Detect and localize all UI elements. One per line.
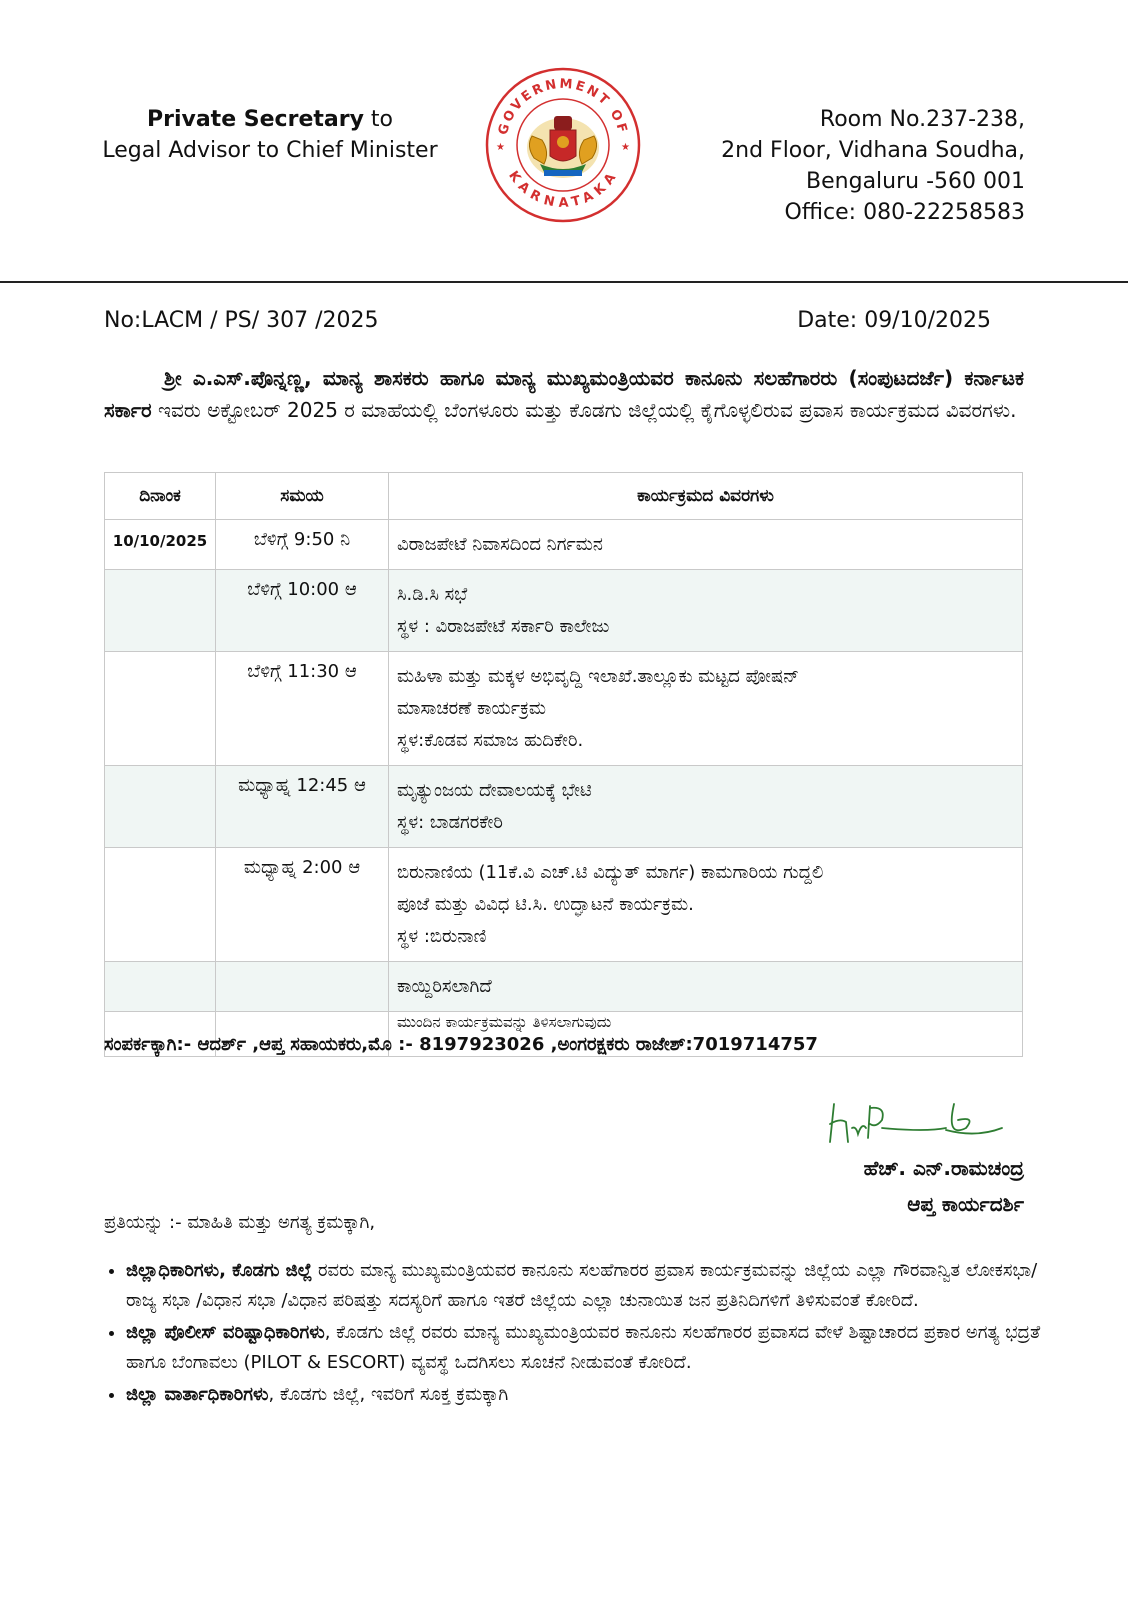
handwritten-signature	[826, 1098, 1006, 1148]
row-date: 10/10/2025	[105, 520, 216, 570]
sender-role-suffix: to	[363, 107, 394, 132]
recipient-text: , ಕೊಡಗು ಜಿಲ್ಲೆ ರವರು ಮಾನ್ಯ ಮುಖ್ಯಮಂತ್ರಿಯವರ ಕಾನೂನು ಸಲಹೆಗಾರರ ಪ್ರವಾಸದ ವೇಳೆ ಶಿಷ್ಟಾಚಾರದ ಪ್ರಕಾರ ಅಗತ್ಯ ಭದ್ರತೆ ಹಾಗೂ ಬೆಂಗಾವಲು (PILOT & ESCORT) ವ್ಯವಸ್ಥೆ ಒದಗಿಸಲು ಸೂಚನೆ ನೀಡುವಂತೆ ಕೋರಿದೆ.	[126, 1322, 1041, 1373]
government-seal-logo	[484, 66, 642, 224]
row-date	[105, 766, 216, 848]
recipient-name: ಜಿಲ್ಲಾ ಪೊಲೀಸ್ ವರಿಷ್ಟಾಧಿಕಾರಿಗಳು	[126, 1322, 325, 1343]
intro-paragraph	[104, 362, 1024, 426]
detail-line: ಸ್ಥಳ: ಬಾಡಗರಕೇರಿ	[397, 812, 503, 833]
sender-title	[100, 104, 440, 166]
office-phone: Office: 080-22258583	[784, 200, 1025, 225]
row-details	[389, 652, 1023, 766]
detail-line: ಕಾಯ್ದಿರಿಸಲಾಗಿದೆ	[397, 976, 492, 997]
row-date	[105, 652, 216, 766]
row-time: ಬೆಳಿಗ್ಗೆ 9:50 ನಿ	[216, 520, 389, 570]
address-line: 2nd Floor, Vidhana Soudha,	[721, 138, 1025, 163]
address-line: Bengaluru -560 001	[806, 169, 1025, 194]
recipient-text: , ಕೊಡಗು ಜಿಲ್ಲೆ, ಇವರಿಗೆ ಸೂಕ್ತ ಕ್ರಮಕ್ಕಾಗಿ	[268, 1384, 509, 1405]
schedule-table	[104, 472, 1023, 1057]
address-line: Room No.237-238,	[819, 107, 1025, 132]
detail-line: ಸಿ.ಡಿ.ಸಿ ಸಭೆ	[397, 584, 468, 605]
detail-line: ವಿರಾಜಪೇಟೆ ನಿವಾಸದಿಂದ ನಿರ್ಗಮನ	[397, 534, 603, 555]
sender-role: Private Secretary	[146, 107, 364, 132]
header-time: ಸಮಯ	[216, 473, 389, 520]
row-time: ಬೆಳಿಗ್ಗೆ 11:30 ಆ	[216, 652, 389, 766]
contact-line: ಸಂಪರ್ಕಕ್ಕಾಗಿ:- ಆದರ್ಶ್ ,ಆಪ್ತ ಸಹಾಯಕರು,ಮೊ :- 8197923026 ,ಅಂಗರಕ್ಷಕರು ರಾಜೇಶ್:7019714757	[104, 1034, 818, 1055]
detail-line: ಸ್ಥಳ:ಕೊಡವ ಸಮಾಜ ಹುದಿಕೇರಿ.	[397, 730, 584, 751]
table-row	[105, 520, 1023, 570]
copy-to-label: ಪ್ರತಿಯನ್ನು :- ಮಾಹಿತಿ ಮತ್ತು ಅಗತ್ಯ ಕ್ರಮಕ್ಕಾಗಿ,	[104, 1212, 376, 1233]
detail-line: ಸ್ಥಳ : ವಿರಾಜಪೇಟೆ ಸರ್ಕಾರಿ ಕಾಲೇಜು	[397, 616, 610, 637]
detail-line: ಮೃತ್ಯುಂಜಯ ದೇವಾಲಯಕ್ಕೆ ಭೇಟಿ	[397, 780, 592, 801]
table-header-row	[105, 473, 1023, 520]
header-details: ಕಾರ್ಯಕ್ರಮದ ವಿವರಗಳು	[389, 473, 1023, 520]
row-details	[389, 570, 1023, 652]
svg-text:KARNATAKA: KARNATAKA	[505, 168, 621, 211]
row-time: ಬೆಳಿಗ್ಗೆ 10:00 ಆ	[216, 570, 389, 652]
list-item	[126, 1318, 1046, 1378]
svg-text:GOVERNMENT OF: GOVERNMENT OF	[495, 76, 631, 137]
signatory-designation: ಆಪ್ತ ಕಾರ್ಯದರ್ಶಿ	[907, 1192, 1024, 1216]
table-row	[105, 570, 1023, 652]
signatory-block	[864, 1150, 1024, 1222]
list-item	[126, 1256, 1046, 1316]
row-time	[216, 962, 389, 1012]
row-date	[105, 570, 216, 652]
row-time: ಮಧ್ಯಾಹ್ನ 12:45 ಆ	[216, 766, 389, 848]
row-details	[389, 766, 1023, 848]
row-date	[105, 848, 216, 962]
table-note: ಮುಂದಿನ ಕಾರ್ಯಕ್ರಮವನ್ನು ತಿಳಿಸಲಾಗುವುದು	[389, 1012, 1023, 1057]
recipient-text: ರವರು ಮಾನ್ಯ ಮುಖ್ಯಮಂತ್ರಿಯವರ ಕಾನೂನು ಸಲಹೆಗಾರರ ಪ್ರವಾಸ ಕಾರ್ಯಕ್ರಮವನ್ನು ಜಿಲ್ಲೆಯ ಎಲ್ಲಾ ಗೌರವಾನ್ವಿತ ಲೋಕಸಭಾ/ರಾಜ್ಯ ಸಭಾ /ವಿಧಾನ ಸಭಾ /ವಿಧಾನ ಪರಿಷತ್ತು ಸದಸ್ಯರಿಗೆ ಹಾಗೂ ಇತರೆ ಜಿಲ್ಲೆಯ ಎಲ್ಲಾ ಚುನಾಯಿತ ಜನ ಪ್ರತಿನಿದಿಗಳಿಗೆ ತಿಳಿಸುವಂತೆ ಕೋರಿದೆ.	[126, 1260, 1038, 1311]
detail-line: ಸ್ಥಳ :ಬಿರುನಾಣಿ	[397, 926, 487, 947]
row-time: ಮಧ್ಯಾಹ್ನ 2:00 ಆ	[216, 848, 389, 962]
detail-line: ಮಾಸಾಚರಣೆ ಕಾರ್ಯಕ್ರಮ	[397, 698, 547, 719]
row-details	[389, 520, 1023, 570]
row-details	[389, 962, 1023, 1012]
svg-text:★: ★	[496, 142, 505, 153]
office-address	[685, 104, 1025, 228]
intro-rest: ಇವರು ಅಕ್ಟೋಬರ್ 2025 ರ ಮಾಹೆಯಲ್ಲಿ ಬೆಂಗಳೂರು ಮತ್ತು ಕೊಡಗು ಜಿಲ್ಲೆಯಲ್ಲಿ ಕೈಗೊಳ್ಳಲಿರುವ ಪ್ರವಾಸ ಕಾರ್ಯಕ್ರಮದ ವಿವರಗಳು.	[151, 398, 1017, 422]
row-details	[389, 848, 1023, 962]
recipients-list	[104, 1256, 1046, 1412]
table-row	[105, 848, 1023, 962]
reference-number: No:LACM / PS/ 307 /2025	[104, 308, 379, 333]
detail-line: ಮಹಿಳಾ ಮತ್ತು ಮಕ್ಕಳ ಅಭಿವೃದ್ದಿ ಇಲಾಖೆ.ತಾಲ್ಲೂಕು ಮಟ್ಟದ ಪೋಷನ್	[397, 666, 800, 687]
recipient-name: ಜಿಲ್ಲಾಧಿಕಾರಿಗಳು, ಕೊಡಗು ಜಿಲ್ಲೆ	[126, 1260, 313, 1281]
signatory-name: ಹೆಚ್. ಎನ್.ರಾಮಚಂದ್ರ	[863, 1156, 1024, 1180]
table-row	[105, 766, 1023, 848]
detail-line: ಬಿರುನಾಣಿಯ (11ಕೆ.ವಿ ಎಚ್.ಟಿ ವಿದ್ಯುತ್ ಮಾರ್ಗ) ಕಾಮಗಾರಿಯ ಗುದ್ದಲಿ	[397, 862, 824, 883]
detail-line: ಪೂಜೆ ಮತ್ತು ವಿವಿಧ ಟಿ.ಸಿ. ಉದ್ಘಾಟನೆ ಕಾರ್ಯಕ್ರಮ.	[397, 894, 694, 915]
table-row	[105, 652, 1023, 766]
letter-date: Date: 09/10/2025	[797, 308, 991, 333]
header-date: ದಿನಾಂಕ	[105, 473, 216, 520]
intro-bold: ಶ್ರೀ ಎ.ಎಸ್.ಪೊನ್ನಣ್ಣ, ಮಾನ್ಯ ಶಾಸಕರು ಹಾಗೂ ಮಾನ್ಯ ಮುಖ್ಯಮಂತ್ರಿಯವರ ಕಾನೂನು ಸಲಹೆಗಾರರು (ಸಂಪುಟದರ್ಜೆ) ಕರ್ನಾಟಕ ಸರ್ಕಾರ	[104, 366, 1024, 422]
sender-office: Legal Advisor to Chief Minister	[102, 138, 438, 163]
table-row	[105, 962, 1023, 1012]
list-item	[126, 1380, 1046, 1410]
svg-text:★: ★	[621, 142, 630, 153]
recipient-name: ಜಿಲ್ಲಾ ವಾರ್ತಾಧಿಕಾರಿಗಳು	[126, 1384, 269, 1405]
row-date	[105, 962, 216, 1012]
header-divider	[0, 281, 1128, 283]
